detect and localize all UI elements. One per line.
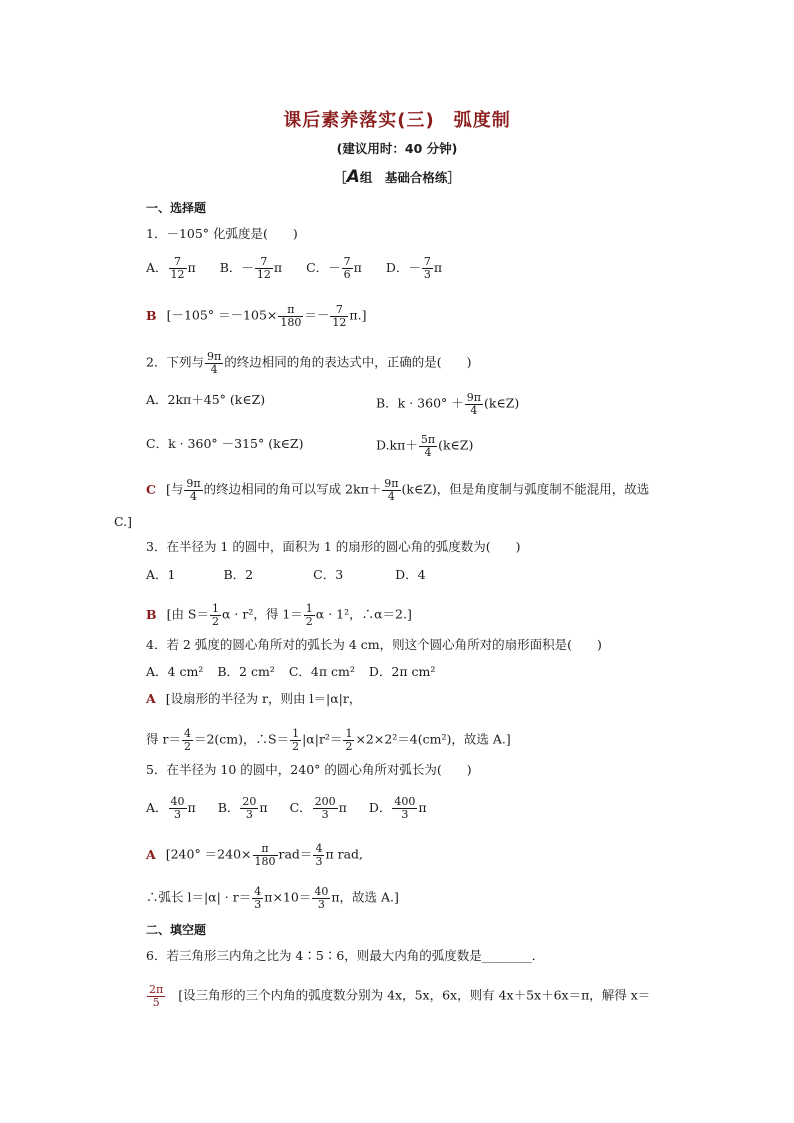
q1-option-a: A． $\frac{7}{12}$ π: [146, 255, 196, 281]
q6-answer: $\frac{2\pi}{5}$: [149, 983, 164, 1009]
q5-stem: 5．在半径为 10 的圆中，240° 的圆心角所对弧长为( ): [146, 762, 472, 777]
q4-answer: A: [146, 691, 156, 706]
q5-b-fraction: $\frac{20}{3}$: [242, 795, 257, 821]
q2-option-b: B．k · 360° ＋ $\frac{9\pi}{4}$ (k∈Z): [376, 391, 520, 417]
q4-solution-line-1: A [设扇形的半径为 r，则由 l＝|α|r，: [146, 691, 362, 706]
q5-sol-fraction-4: $\frac{40}{3}$: [314, 885, 329, 911]
group-label: 组 基础合格练: [359, 170, 448, 185]
q4-option-b: B．2 cm²: [217, 664, 275, 679]
q2-sol-fraction-1: $\frac{9\pi}{4}$: [186, 477, 201, 503]
q1-option-b: B．－ $\frac{7}{12}$ π: [219, 255, 283, 281]
q5-c-fraction: $\frac{200}{3}$: [314, 795, 336, 821]
q2-solution-continued: C.]: [114, 514, 132, 529]
q4-option-c: C．4π cm²: [288, 664, 355, 679]
q1-d-fraction: $\frac{7}{3}$: [423, 255, 431, 281]
q5-a-fraction: $\frac{40}{3}$: [170, 795, 185, 821]
q3-solution: B [由 S＝ $\frac{1}{2}$ α · r²，得 1＝ $\frac{1}{2}$ α · 1²，∴α＝2.]: [146, 602, 412, 628]
q1-stem: 1．－105° 化弧度是( ): [146, 226, 298, 241]
q5-answer: A: [146, 846, 156, 862]
q5-sol-fraction-3: $\frac{4}{3}$: [254, 885, 262, 911]
q2-stem: 2．下列与 $\frac{9\pi}{4}$ 的终边相同的角的表达式中，正确的是( ): [146, 350, 472, 376]
section-heading-choice: 一、选择题: [146, 201, 207, 215]
q1-sol-fraction-1: $\frac{\pi}{180}$: [280, 303, 302, 329]
q5-solution-line-1: A [240° ＝240× $\frac{\pi}{180}$ rad＝ $\frac{4}{3}$ π rad,: [146, 842, 364, 868]
q2-option-d: D.kπ＋ $\frac{5\pi}{4}$ (k∈Z): [376, 433, 474, 459]
q6-solution: $\frac{2\pi}{5}$ [设三角形的三个内角的弧度数分别为 4x，5x，6x，则有 4x＋5x＋6x＝π，解得 x＝: [149, 983, 651, 1009]
q6-stem: 6．若三角形三内角之比为 4∶5∶6，则最大内角的弧度数是________．: [146, 948, 545, 963]
page-title: 课后素养落实(三) 弧度制: [283, 110, 511, 131]
q5-option-a: A． $\frac{40}{3}$ π: [146, 795, 196, 821]
q3-option-a: A．1: [146, 567, 176, 582]
q1-option-c: C．－ $\frac{7}{6}$ π: [306, 255, 362, 281]
q5-sol-fraction-1: $\frac{\pi}{180}$: [254, 842, 276, 868]
q3-sol-fraction-2: $\frac{1}{2}$: [305, 602, 313, 628]
q1-option-d: D．－ $\frac{7}{3}$ π: [385, 255, 443, 281]
q4-sol-fraction-1: $\frac{4}{2}$: [183, 727, 191, 753]
q1-c-fraction: $\frac{7}{6}$: [343, 255, 351, 281]
q5-solution-line-2: ∴弧长 l＝|α| · r＝ $\frac{4}{3}$ π×10＝ $\frac{40}{3}$ π，故选 A.]: [146, 885, 399, 911]
suggested-time: (建议用时：40 分钟): [336, 141, 458, 156]
group-open: ［: [334, 170, 347, 185]
q5-d-fraction: $\frac{400}{3}$: [394, 795, 416, 821]
q1-answer: B: [146, 307, 157, 323]
q1-options: [146, 256, 442, 280]
q4-sol-fraction-3: $\frac{1}{2}$: [345, 727, 353, 753]
section-heading-fill: 二、填空题: [146, 923, 207, 937]
group-close: ］: [447, 170, 460, 185]
q3-answer: B: [146, 606, 157, 622]
q1-b-fraction: $\frac{7}{12}$: [256, 255, 271, 281]
q5-options: [146, 796, 427, 820]
q5-sol-fraction-2: $\frac{4}{3}$: [315, 842, 323, 868]
q5-option-d: D． $\frac{400}{3}$ π: [368, 795, 427, 821]
q5-option-b: B． $\frac{20}{3}$ π: [217, 795, 268, 821]
q4-option-a: A．4 cm²: [146, 664, 204, 679]
q4-solution-line-2: 得 r＝ $\frac{4}{2}$ ＝2(cm)，∴S＝ $\frac{1}{2}$ |α|r²＝ $\frac{1}{2}$ ×2×2²＝4(cm²)，故选 A.]: [146, 727, 511, 753]
q4-stem: 4．若 2 弧度的圆心角所对的弧长为 4 cm，则这个圆心角所对的扇形面积是( ): [146, 637, 602, 652]
q3-option-c: C．3: [313, 567, 344, 582]
q2-sol-fraction-2: $\frac{9\pi}{4}$: [384, 477, 399, 503]
q4-sol-fraction-2: $\frac{1}{2}$: [292, 727, 300, 753]
q2-d-fraction: $\frac{5\pi}{4}$: [420, 433, 436, 459]
q2-stem-fraction: $\frac{9\pi}{4}$: [206, 350, 222, 376]
q1-sol-fraction-2: $\frac{7}{12}$: [332, 303, 347, 329]
q4-option-d: D．2π cm²: [368, 664, 436, 679]
q3-option-b: B．2: [223, 567, 254, 582]
q1-solution: B [－105° ＝－105× $\frac{\pi}{180}$ ＝－ $\frac{7}{12}$ π.]: [146, 303, 367, 329]
group-heading: [0, 167, 794, 187]
q1-a-fraction: $\frac{7}{12}$: [170, 255, 185, 281]
q5-option-c: C． $\frac{200}{3}$ π: [289, 795, 347, 821]
q2-option-a: A．2kπ＋45° (k∈Z): [146, 392, 266, 407]
q2-b-fraction: $\frac{9\pi}{4}$: [466, 391, 481, 417]
q4-options: [146, 666, 435, 679]
q2-solution: C [与 $\frac{9\pi}{4}$ 的终边相同的角可以写成 2kπ＋ $\frac{9\pi}{4}$ (k∈Z)，但是角度制与弧度制不能混用，故选: [146, 477, 650, 503]
q2-option-c: C．k · 360° －315° (k∈Z): [146, 436, 304, 451]
q2-answer: C: [146, 481, 156, 497]
group-a-letter: A: [346, 167, 360, 187]
q3-sol-fraction-1: $\frac{1}{2}$: [212, 602, 219, 628]
q3-stem: 3．在半径为 1 的圆中，面积为 1 的扇形的圆心角的弧度数为( ): [146, 539, 521, 554]
q3-options: [146, 569, 426, 582]
q3-option-d: D．4: [395, 567, 426, 582]
